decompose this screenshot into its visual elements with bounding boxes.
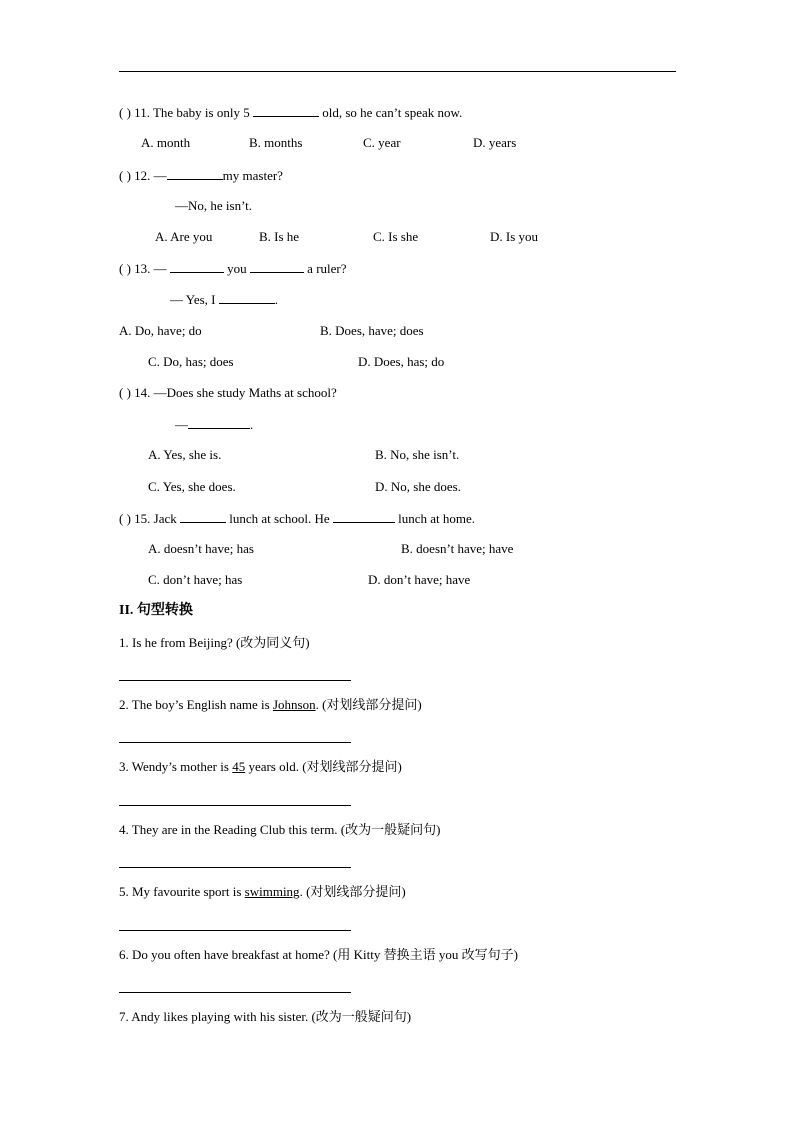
question-text: a ruler?: [307, 261, 347, 276]
reply-text: .: [274, 292, 279, 307]
option-b: B. months: [249, 135, 303, 150]
transform-item-6: [119, 947, 518, 963]
answer-paren[interactable]: ( ): [119, 511, 131, 526]
fill-blank[interactable]: [250, 260, 304, 273]
answer-paren[interactable]: ( ): [119, 261, 131, 276]
question-text: lunch at school. He: [229, 511, 330, 526]
transform-item-1: [119, 635, 310, 651]
underlined-word: Johnson: [272, 697, 316, 712]
option-c: C. Yes, she does.: [148, 479, 236, 494]
section-heading: II. 句型转换: [119, 603, 193, 618]
option-d: D. don’t have; have: [368, 572, 471, 587]
fill-blank[interactable]: [219, 291, 275, 304]
answer-line[interactable]: [119, 742, 351, 743]
transform-item-3: [119, 759, 402, 775]
question-text: 13. —: [134, 261, 167, 276]
question-text: my master?: [222, 168, 283, 183]
question-text: 14. —Does she study Maths at school?: [134, 385, 337, 400]
question-15: [119, 510, 475, 527]
question-11: [119, 104, 462, 121]
item-text: 3. Wendy’s mother is: [119, 759, 233, 774]
transform-item-2: [119, 697, 422, 713]
question-text: 11. The baby is only 5: [134, 105, 250, 120]
option-d: D. Does, has; do: [358, 354, 445, 369]
option-b: B. Does, have; does: [320, 323, 424, 338]
option-c: C. Is she: [373, 229, 419, 244]
answer-line[interactable]: [119, 680, 351, 681]
question-text: 12. —: [134, 168, 167, 183]
transform-item-7: [119, 1009, 411, 1025]
question-text: lunch at home.: [398, 511, 476, 526]
option-b: B. Is he: [259, 229, 300, 244]
answer-paren[interactable]: ( ): [119, 168, 131, 183]
question-13: [119, 260, 347, 277]
transform-item-4: [119, 822, 440, 838]
item-text: 2. The boy’s English name is: [119, 697, 273, 712]
answer-line[interactable]: [119, 805, 351, 806]
option-c: C. don’t have; has: [148, 572, 243, 587]
answer-line[interactable]: [119, 930, 351, 931]
item-text: 7. Andy likes playing with his sister. (改为一般疑问句): [119, 1009, 412, 1024]
question-text: you: [227, 261, 247, 276]
fill-blank[interactable]: [180, 510, 226, 523]
dialogue-reply: —No, he isn’t.: [175, 198, 253, 213]
fill-blank[interactable]: [170, 260, 224, 273]
answer-paren[interactable]: ( ): [119, 385, 131, 400]
reply-text: .: [250, 417, 254, 432]
fill-blank[interactable]: [333, 510, 395, 523]
answer-paren[interactable]: ( ): [119, 105, 131, 120]
item-text: 6. Do you often have breakfast at home? (用 Kitty 替换主语 you 改写句子): [119, 947, 518, 962]
option-a: A. doesn’t have; has: [148, 541, 254, 556]
question-text: 15. Jack: [134, 511, 177, 526]
fill-blank[interactable]: [253, 104, 319, 117]
header-rule: [119, 71, 676, 72]
answer-line[interactable]: [119, 867, 351, 868]
item-text: 1. Is he from Beijing? (改为同义句): [119, 635, 310, 650]
option-b: B. doesn’t have; have: [401, 541, 514, 556]
fill-blank[interactable]: [188, 416, 250, 429]
underlined-word: 45: [232, 759, 246, 774]
item-text: . (对划线部分提问): [299, 884, 406, 899]
dialogue-reply: [170, 291, 278, 308]
option-a: A. Yes, she is.: [148, 447, 222, 462]
option-a: A. Are you: [155, 229, 213, 244]
option-d: D. years: [473, 135, 517, 150]
question-14: [119, 385, 337, 401]
option-c: C. Do, has; does: [148, 354, 234, 369]
dialogue-reply: [175, 416, 253, 433]
underlined-word: swimming: [244, 884, 300, 899]
item-text: 4. They are in the Reading Club this term. (改为一般疑问句): [119, 822, 441, 837]
question-text: old, so he can’t speak now.: [322, 105, 463, 120]
item-text: . (对划线部分提问): [315, 697, 422, 712]
transform-item-5: [119, 884, 406, 900]
question-12: [119, 167, 283, 184]
option-c: C. year: [363, 135, 401, 150]
fill-blank[interactable]: [167, 167, 223, 180]
reply-text: — Yes, I: [170, 292, 216, 307]
option-b: B. No, she isn’t.: [375, 447, 460, 462]
answer-line[interactable]: [119, 992, 351, 993]
reply-text: —: [175, 417, 188, 432]
option-a: A. month: [141, 135, 191, 150]
option-d: D. Is you: [490, 229, 539, 244]
item-text: 5. My favourite sport is: [119, 884, 245, 899]
option-a: A. Do, have; do: [119, 323, 202, 338]
item-text: years old. (对划线部分提问): [245, 759, 402, 774]
option-d: D. No, she does.: [375, 479, 461, 494]
